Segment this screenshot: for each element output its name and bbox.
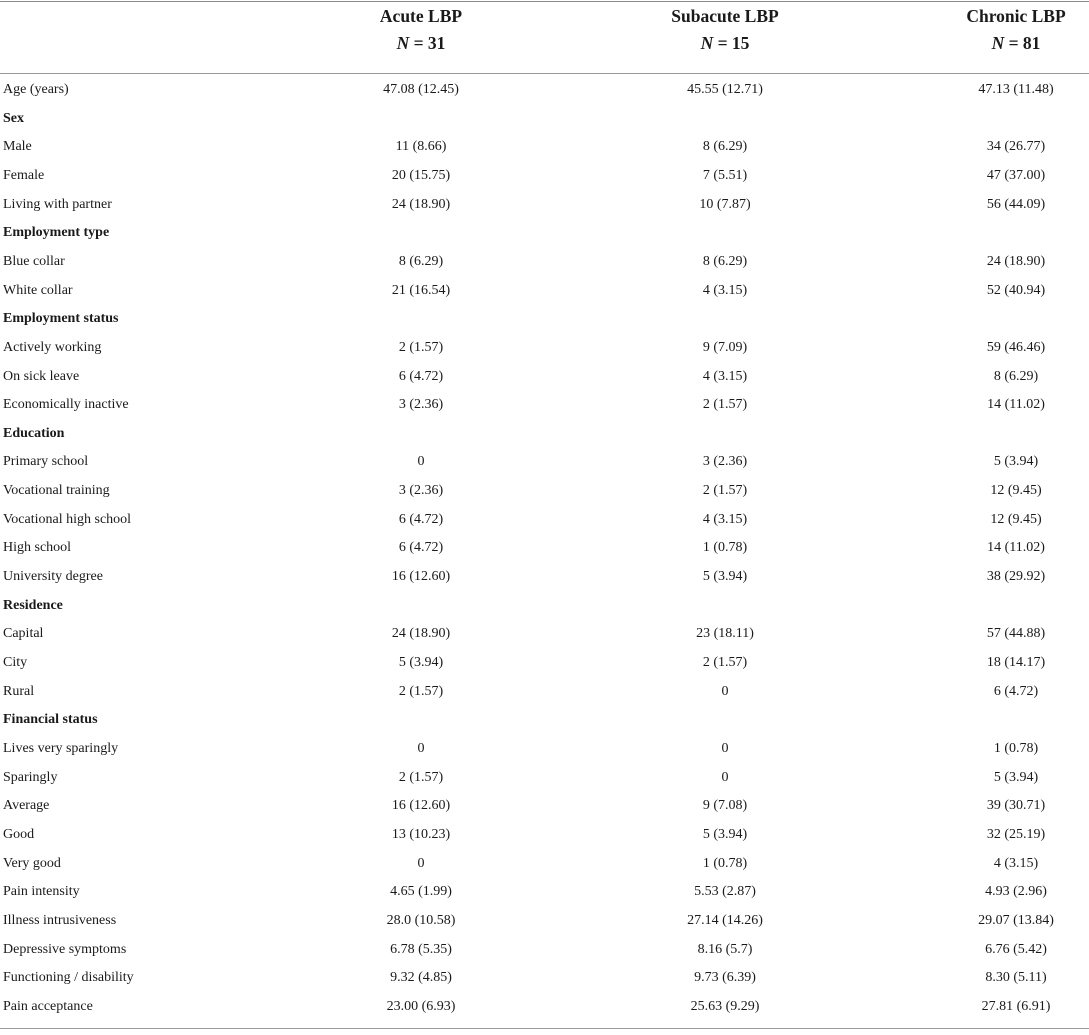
table-cell: 3 (2.36) bbox=[702, 454, 748, 470]
column-header-subacute-title: Subacute LBP bbox=[671, 6, 779, 26]
table-cell: 9 (7.08) bbox=[702, 798, 748, 814]
row-label: Pain intensity bbox=[3, 884, 80, 900]
row-label: Primary school bbox=[3, 454, 89, 470]
section-label: Employment status bbox=[3, 311, 119, 327]
table-cell: 20 (15.75) bbox=[391, 167, 451, 183]
table-cell: 2 (1.57) bbox=[398, 683, 444, 699]
table-cell: 4 (3.15) bbox=[702, 282, 748, 298]
table-cell: 0 bbox=[417, 454, 425, 470]
table-cell: 8 (6.29) bbox=[993, 368, 1039, 384]
table-row bbox=[0, 793, 1089, 822]
table-cell: 2 (1.57) bbox=[398, 769, 444, 785]
table-row bbox=[0, 937, 1089, 966]
table-cell: 9 (7.09) bbox=[702, 339, 748, 355]
column-header-chronic bbox=[916, 3, 1089, 57]
table-cell: 14 (11.02) bbox=[987, 540, 1045, 556]
table-cell: 10 (7.87) bbox=[699, 196, 751, 212]
section-header-row bbox=[0, 306, 1089, 335]
table-cell: 3 (2.36) bbox=[398, 397, 444, 413]
row-label: Illness intrusiveness bbox=[3, 912, 117, 928]
table-cell: 1 (0.78) bbox=[702, 540, 748, 556]
table-cell: 8 (6.29) bbox=[702, 253, 748, 269]
row-label: City bbox=[3, 655, 28, 670]
table-row bbox=[0, 507, 1089, 536]
section-label: Financial status bbox=[3, 712, 98, 728]
section-label: Sex bbox=[3, 110, 24, 126]
row-label: Pain acceptance bbox=[3, 998, 93, 1014]
table-row bbox=[0, 449, 1089, 478]
column-header-subacute-n: N = 15 bbox=[700, 33, 750, 53]
section-label: Employment type bbox=[3, 225, 110, 241]
section-header-row bbox=[0, 220, 1089, 249]
table-row bbox=[0, 77, 1089, 106]
row-label: White collar bbox=[3, 282, 73, 298]
table-cell: 3 (2.36) bbox=[398, 483, 444, 499]
table-cell: 7 (5.51) bbox=[702, 167, 748, 183]
table-cell: 5 (3.94) bbox=[398, 655, 444, 670]
row-label: Vocational high school bbox=[3, 511, 132, 527]
table-row bbox=[0, 163, 1089, 192]
table-cell: 34 (26.77) bbox=[986, 139, 1046, 155]
section-label: Education bbox=[3, 425, 65, 441]
row-label: Blue collar bbox=[3, 253, 65, 269]
table-cell: 57 (44.88) bbox=[986, 626, 1046, 642]
table-cell: 5.53 (2.87) bbox=[694, 884, 756, 900]
table-row bbox=[0, 650, 1089, 679]
table-cell: 0 bbox=[721, 740, 729, 756]
row-label: Very good bbox=[3, 855, 61, 871]
table-cell: 5 (3.94) bbox=[702, 826, 748, 842]
column-header-chronic-n: N = 81 bbox=[991, 33, 1041, 53]
row-label: Male bbox=[3, 139, 32, 155]
row-label: Lives very sparingly bbox=[3, 740, 119, 756]
table-cell: 0 bbox=[721, 769, 729, 785]
table-cell: 9.32 (4.85) bbox=[390, 970, 452, 986]
table-cell: 45.55 (12.71) bbox=[687, 82, 763, 97]
row-label: Vocational training bbox=[3, 483, 110, 499]
row-label: On sick leave bbox=[3, 368, 80, 384]
table-cell: 5 (3.94) bbox=[702, 569, 748, 585]
table-cell: 16 (12.60) bbox=[391, 798, 451, 814]
table-cell: 14 (11.02) bbox=[987, 397, 1045, 413]
table-cell: 11 (8.66) bbox=[395, 139, 447, 155]
table-cell: 4 (3.15) bbox=[702, 511, 748, 527]
table-cell: 0 bbox=[417, 740, 425, 756]
row-label: Living with partner bbox=[3, 196, 112, 212]
table-cell: 24 (18.90) bbox=[986, 253, 1046, 269]
section-label: Residence bbox=[3, 597, 63, 613]
table-row bbox=[0, 278, 1089, 307]
row-label: Actively working bbox=[3, 339, 102, 355]
table-row bbox=[0, 765, 1089, 794]
row-label: Capital bbox=[3, 626, 44, 642]
table-cell: 4 (3.15) bbox=[702, 368, 748, 384]
column-header-acute-title: Acute LBP bbox=[379, 6, 463, 26]
table-cell: 0 bbox=[721, 683, 729, 699]
column-header-acute bbox=[321, 3, 521, 57]
column-header-acute-n: N = 31 bbox=[396, 33, 446, 53]
table-cell: 6.76 (5.42) bbox=[985, 941, 1047, 957]
table-cell: 8 (6.29) bbox=[398, 253, 444, 269]
table-row bbox=[0, 249, 1089, 278]
table-cell: 28.0 (10.58) bbox=[386, 912, 456, 928]
table-cell: 24 (18.90) bbox=[391, 626, 451, 642]
table-cell: 47 (37.00) bbox=[986, 167, 1046, 183]
row-label: Female bbox=[3, 167, 45, 183]
table-cell: 8.30 (5.11) bbox=[985, 970, 1047, 986]
table-cell: 5 (3.94) bbox=[993, 454, 1039, 470]
table-row bbox=[0, 879, 1089, 908]
table-row bbox=[0, 679, 1089, 708]
table-cell: 27.81 (6.91) bbox=[981, 998, 1051, 1014]
table-cell: 27.14 (14.26) bbox=[687, 912, 763, 928]
row-label: Rural bbox=[3, 683, 35, 699]
table-bottom-rule bbox=[0, 1028, 1089, 1029]
table-cell: 18 (14.17) bbox=[986, 655, 1046, 670]
table-cell: 9.73 (6.39) bbox=[694, 970, 756, 986]
table-cell: 39 (30.71) bbox=[986, 798, 1046, 814]
table-top-rule bbox=[0, 1, 1089, 2]
table-cell: 1 (0.78) bbox=[993, 740, 1039, 756]
row-label: Average bbox=[3, 798, 50, 814]
table-cell: 29.07 (13.84) bbox=[978, 912, 1054, 928]
table-cell: 6.78 (5.35) bbox=[390, 941, 452, 957]
row-label: High school bbox=[3, 540, 72, 556]
table-row bbox=[0, 564, 1089, 593]
table-cell: 2 (1.57) bbox=[702, 483, 748, 499]
table-cell: 1 (0.78) bbox=[702, 855, 748, 871]
table-cell: 4 (3.15) bbox=[993, 855, 1039, 871]
table-row bbox=[0, 851, 1089, 880]
table-cell: 23.00 (6.93) bbox=[386, 998, 456, 1014]
table-cell: 24 (18.90) bbox=[391, 196, 451, 212]
table-cell: 32 (25.19) bbox=[986, 826, 1046, 842]
table-cell: 0 bbox=[417, 855, 425, 871]
row-label: Economically inactive bbox=[3, 397, 129, 413]
table-row bbox=[0, 736, 1089, 765]
table-row bbox=[0, 364, 1089, 393]
table-cell: 56 (44.09) bbox=[986, 196, 1046, 212]
table-cell: 25.63 (9.29) bbox=[690, 998, 760, 1014]
table-row bbox=[0, 994, 1089, 1023]
table-cell: 6 (4.72) bbox=[993, 683, 1039, 699]
table-cell: 8 (6.29) bbox=[702, 139, 748, 155]
table-cell: 6 (4.72) bbox=[398, 368, 444, 384]
table-cell: 16 (12.60) bbox=[391, 569, 451, 585]
table-cell: 2 (1.57) bbox=[398, 339, 444, 355]
row-label: Functioning / disability bbox=[3, 970, 134, 986]
row-label: University degree bbox=[3, 569, 103, 585]
row-label: Age (years) bbox=[3, 82, 69, 97]
table-cell: 4.65 (1.99) bbox=[390, 884, 452, 900]
table-row bbox=[0, 478, 1089, 507]
table-row bbox=[0, 535, 1089, 564]
table-cell: 5 (3.94) bbox=[993, 769, 1039, 785]
section-header-row bbox=[0, 593, 1089, 622]
table-cell: 4.93 (2.96) bbox=[985, 884, 1047, 900]
table-row bbox=[0, 335, 1089, 364]
table-cell: 38 (29.92) bbox=[986, 569, 1046, 585]
table-row bbox=[0, 822, 1089, 851]
column-header-chronic-title: Chronic LBP bbox=[966, 6, 1066, 26]
row-label: Good bbox=[3, 826, 35, 842]
table-cell: 6 (4.72) bbox=[398, 511, 444, 527]
table-cell: 47.08 (12.45) bbox=[383, 82, 459, 97]
table-cell: 2 (1.57) bbox=[702, 655, 748, 670]
table-cell: 52 (40.94) bbox=[986, 282, 1046, 298]
table-row bbox=[0, 965, 1089, 994]
table-row bbox=[0, 392, 1089, 421]
table-cell: 47.13 (11.48) bbox=[978, 82, 1054, 97]
table-cell: 21 (16.54) bbox=[391, 282, 451, 298]
table-cell: 6 (4.72) bbox=[398, 540, 444, 556]
table-cell: 2 (1.57) bbox=[702, 397, 748, 413]
table-row bbox=[0, 908, 1089, 937]
table-cell: 12 (9.45) bbox=[990, 483, 1042, 499]
table-row bbox=[0, 621, 1089, 650]
table-cell: 13 (10.23) bbox=[391, 826, 451, 842]
table-row bbox=[0, 134, 1089, 163]
row-label: Sparingly bbox=[3, 769, 58, 785]
table-cell: 59 (46.46) bbox=[986, 339, 1046, 355]
section-header-row bbox=[0, 707, 1089, 736]
section-header-row bbox=[0, 106, 1089, 135]
column-header-subacute bbox=[625, 3, 825, 57]
table-cell: 8.16 (5.7) bbox=[697, 941, 753, 957]
row-label: Depressive symptoms bbox=[3, 941, 127, 957]
table-row bbox=[0, 192, 1089, 221]
table-cell: 23 (18.11) bbox=[696, 626, 754, 642]
table-cell: 12 (9.45) bbox=[990, 511, 1042, 527]
table-header-rule bbox=[0, 73, 1089, 74]
section-header-row bbox=[0, 421, 1089, 450]
